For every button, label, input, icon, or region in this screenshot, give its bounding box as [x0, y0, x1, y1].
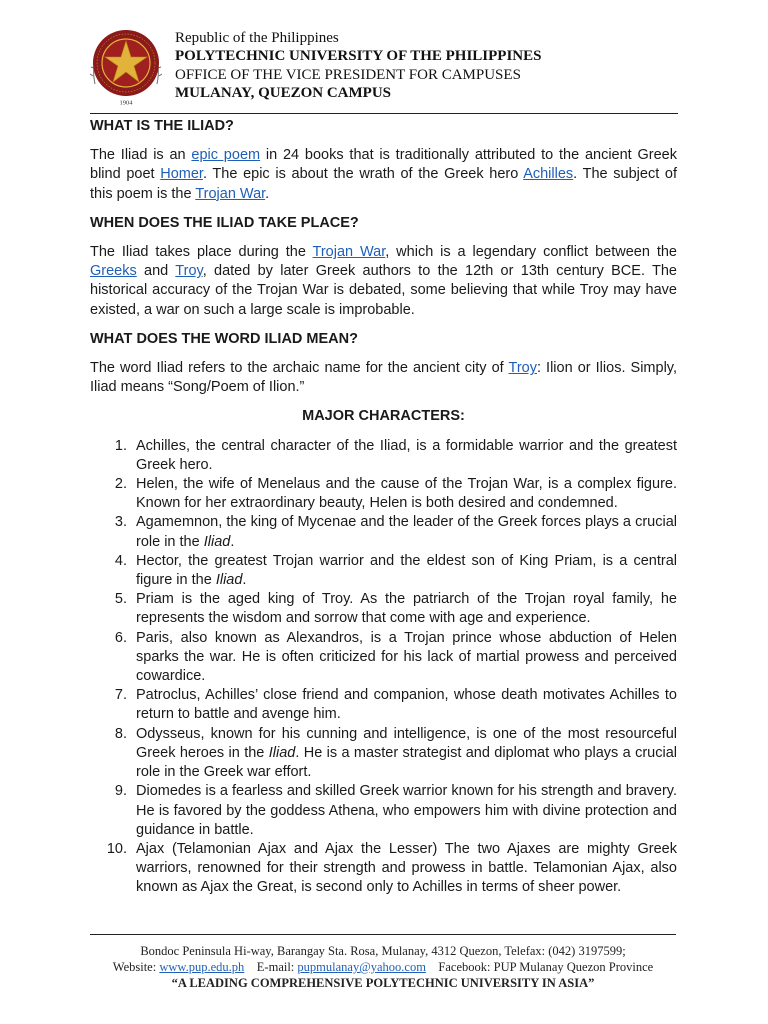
footer-address: Bondoc Peninsula Hi-way, Barangay Sta. Rosa, Mulanay, 4312 Quezon, Telefax: (042) 3197599; [140, 944, 626, 958]
letterhead [175, 29, 541, 102]
list-item-text: Paris, also known as Alexandros, is a Trojan prince whose abduction of Helen sparks the war. He is often criticized for his lack of martial prowess and perceived cowardice. [136, 629, 677, 685]
list-item-number: 1. [114, 437, 127, 454]
list-item-text: Patroclus, Achilles’ close friend and companion, whose death motivates Achilles to return to battle and avenge him. [136, 687, 677, 723]
link-greeks[interactable]: Greeks [90, 263, 137, 280]
list-item [90, 552, 677, 590]
link-trojan-war-2[interactable]: Trojan War [312, 244, 386, 261]
list-item [90, 782, 677, 840]
list-item-emphasis: Iliad [268, 744, 296, 761]
list-item-number: 2. [114, 476, 127, 493]
list-item [90, 629, 677, 687]
list-item [90, 590, 677, 628]
list-item [90, 840, 677, 898]
paragraph-iliad-meaning: The word Iliad refers to the archaic name for the ancient city of Troy: Ilion or Ilios. Simply, Iliad means “Song/Poem of Ilion.” [90, 360, 677, 396]
heading-what-is-iliad: WHAT IS THE ILIAD? [90, 118, 234, 134]
list-item-text: Agamemnon, the king of Mycenae and the leader of the Greek forces plays a crucial role in the [136, 514, 677, 550]
list-item-text-tail: . [230, 533, 235, 550]
letterhead-university: POLYTECHNIC UNIVERSITY OF THE PHILIPPINES [175, 48, 542, 64]
footer-contacts: Website: www.pup.edu.ph E-mail: pupmulanay@yahoo.com Facebook: PUP Mulanay Quezon Province [112, 960, 654, 974]
list-item-text: Helen, the wife of Menelaus and the cause of the Trojan War, is a complex figure. Known for her extraordinary beauty, Helen is both desired and condemned. [136, 476, 677, 512]
footer-divider [90, 934, 676, 935]
link-epic-poem[interactable]: epic poem [191, 147, 261, 164]
list-item-number: 6. [114, 629, 127, 646]
footer-email-link[interactable]: pupmulanay@yahoo.com [297, 960, 426, 974]
heading-major-characters: MAJOR CHARACTERS: [302, 408, 465, 425]
university-seal-logo [89, 26, 163, 106]
list-item-text: Diomedes is a fearless and skilled Greek warrior known for his strength and bravery. He is favored by the goddess Athena, who empowers him with divine protection and guidance in battle. [136, 783, 677, 838]
paragraph-when-iliad: The Iliad takes place during the Trojan War, which is a legendary conflict between the Greeks and Troy, dated by later Greek authors to the 12th or 13th century BCE. The historical accuracy of the Trojan War is debated, some believing that while Troy may have existed, a war on such a large scale is improbable. [90, 244, 677, 318]
link-troy[interactable]: Troy [175, 263, 203, 280]
list-item-text-tail: . He is a master strategist and diplomat who plays a crucial role in the Greek war effort. [136, 744, 677, 781]
letterhead-campus: MULANAY, QUEZON CAMPUS [175, 85, 391, 101]
list-item-text: Priam is the aged king of Troy. As the patriarch of the Trojan royal family, he represents the wisdom and sorrow that come with age and experience. [136, 591, 677, 627]
list-item-text: Achilles, the central character of the Iliad, is a formidable warrior and the greatest Greek hero. [136, 437, 677, 473]
footer-website-link[interactable]: www.pup.edu.ph [159, 960, 245, 974]
list-item-text: Hector, the greatest Trojan warrior and the eldest son of King Priam, is a central figure in the [136, 552, 677, 589]
list-item-emphasis: Iliad [215, 572, 243, 589]
heading-iliad-meaning: WHAT DOES THE WORD ILIAD MEAN? [90, 330, 358, 347]
list-item-number: 4. [114, 552, 127, 569]
document-body [90, 116, 677, 898]
list-item-text: Ajax (Telamonian Ajax and Ajax the Lesser) The two Ajaxes are mighty Greek warriors, renowned for their strength and prowess in battle. Telamonian Ajax, also known as Ajax the Great, is second only to Achilles in terms of sheer power. [136, 840, 677, 896]
list-item-number: 3. [114, 514, 127, 531]
heading-when-iliad: WHEN DOES THE ILIAD TAKE PLACE? [90, 214, 359, 231]
letterhead-office: OFFICE OF THE VICE PRESIDENT FOR CAMPUSES [175, 67, 521, 83]
list-item [90, 686, 677, 724]
paragraph-what-is-iliad: The Iliad is an epic poem in 24 books that is traditionally attributed to the ancient Greek blind poet Homer. The epic is about the wrath of the Greek hero Achilles. The subject of this poem is the Trojan War. [90, 147, 678, 202]
link-achilles[interactable]: Achilles [523, 166, 574, 183]
footer [90, 943, 676, 991]
list-item-number: 10. [106, 840, 127, 857]
link-homer[interactable]: Homer [160, 166, 203, 183]
list-item [90, 513, 677, 551]
list-item-number: 8. [114, 725, 127, 742]
list-item-number: 5. [114, 591, 127, 608]
letterhead-republic: Republic of the Philippines [175, 30, 339, 46]
list-item-emphasis: Iliad [203, 533, 231, 550]
list-item [90, 437, 677, 475]
list-item [90, 475, 677, 513]
footer-facebook: Facebook: PUP Mulanay Quezon Province [438, 960, 654, 974]
list-item-text-tail: . [242, 572, 247, 589]
list-item-text: Odysseus, known for his cunning and intelligence, is one of the most resourceful Greek heroes in the [136, 725, 677, 761]
character-list [90, 437, 677, 898]
list-item-number: 9. [114, 783, 127, 800]
header-divider [90, 113, 678, 114]
link-troy-2[interactable]: Troy [508, 360, 537, 377]
list-item-number: 7. [114, 687, 127, 704]
seal-year: 1904 [119, 99, 133, 106]
link-trojan-war[interactable]: Trojan War [195, 185, 266, 202]
list-item [90, 725, 677, 783]
footer-motto: “A LEADING COMPREHENSIVE POLYTECHNIC UNIVERSITY IN ASIA” [171, 976, 595, 990]
